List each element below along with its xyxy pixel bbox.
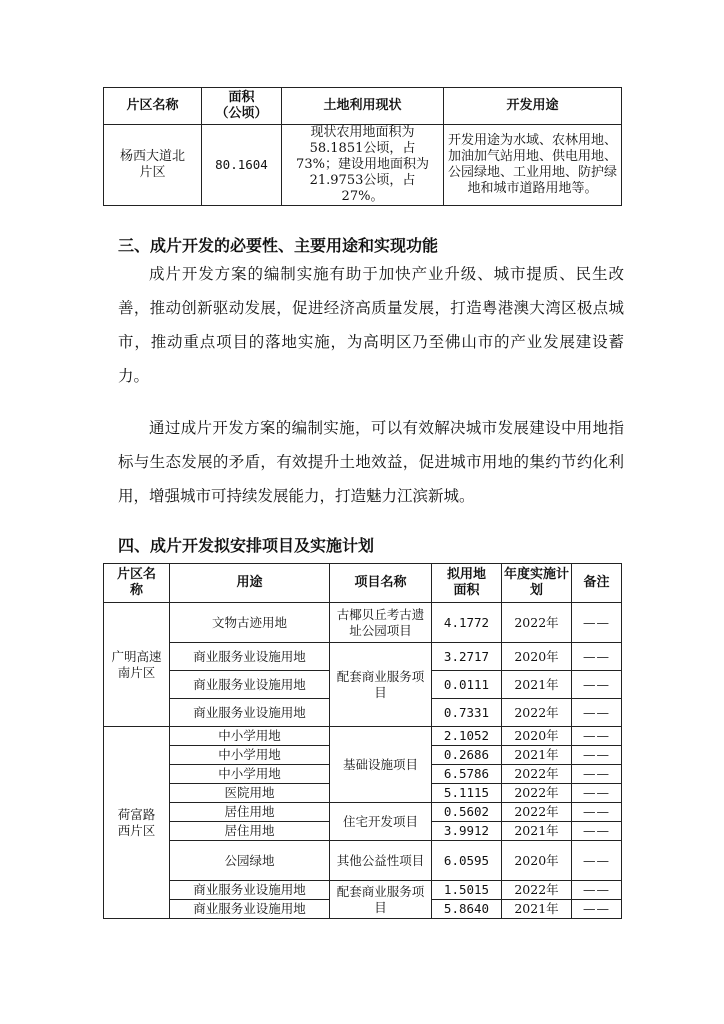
section-3-paragraph-1: 成片开发方案的编制实施有助于加快产业升级、城市提质、民生改善，推动创新驱动发展，促进经济高质量发展，打造粤港澳大湾区极点城市，推动重点项目的落地实施，为高明区乃至佛山市的产业发展建设蓄力。 [118, 265, 624, 385]
size-cell: 0.2686 [432, 746, 502, 765]
section-3-paragraph-2: 通过成片开发方案的编制实施，可以有效解决城市发展建设中用地指标与生态发展的矛盾，有效提升土地效益，促进城市用地的集约节约化利用，增强城市可持续发展能力，打造魅力江滨新城。 [118, 419, 624, 505]
year-cell: 2022年 [502, 784, 572, 803]
project-cell: 住宅开发项目 [330, 803, 432, 841]
size-cell: 3.2717 [432, 643, 502, 671]
note-cell: —— [572, 784, 622, 803]
note-cell: —— [572, 727, 622, 746]
size-cell: 0.0111 [432, 671, 502, 699]
size-cell: 0.5602 [432, 803, 502, 822]
use-cell: 居住用地 [170, 822, 330, 841]
section-3-heading: 三、成片开发的必要性、主要用途和实现功能 [118, 236, 439, 255]
header-land-status: 土地利用现状 [282, 88, 444, 125]
size-cell: 3.9912 [432, 822, 502, 841]
section-4-heading: 四、成片开发拟安排项目及实施计划 [118, 536, 375, 555]
year-cell: 2020年 [502, 643, 572, 671]
size-cell: 6.0595 [432, 841, 502, 881]
use-cell: 商业服务业设施用地 [170, 881, 330, 900]
note-cell: —— [572, 643, 622, 671]
note-cell: —— [572, 822, 622, 841]
size-cell: 4.1772 [432, 603, 502, 643]
project-cell: 配套商业服务项目 [330, 881, 432, 919]
note-cell: —— [572, 803, 622, 822]
use-cell: 商业服务业设施用地 [170, 900, 330, 919]
size-cell: 0.7331 [432, 699, 502, 727]
use-cell: 中小学用地 [170, 746, 330, 765]
area-cell: 荷富路西片区 [104, 727, 170, 919]
header-area: 片区名称 [104, 564, 170, 603]
note-cell: —— [572, 603, 622, 643]
area-cell: 广明高速南片区 [104, 603, 170, 727]
project-cell: 配套商业服务项目 [330, 643, 432, 727]
header-use: 用途 [170, 564, 330, 603]
header-area-name: 片区名称 [104, 88, 202, 125]
size-cell: 1.5015 [432, 881, 502, 900]
year-cell: 2020年 [502, 841, 572, 881]
note-cell: —— [572, 900, 622, 919]
year-cell: 2022年 [502, 803, 572, 822]
project-plan-table [103, 563, 622, 919]
note-cell: —— [572, 765, 622, 784]
year-cell: 2021年 [502, 822, 572, 841]
note-cell: —— [572, 671, 622, 699]
year-cell: 2021年 [502, 900, 572, 919]
header-dev-use: 开发用途 [444, 88, 622, 125]
header-land-size: 拟用地面积 [432, 564, 502, 603]
project-cell: 其他公益性项目 [330, 841, 432, 881]
use-cell: 中小学用地 [170, 765, 330, 784]
header-project: 项目名称 [330, 564, 432, 603]
year-cell: 2022年 [502, 881, 572, 900]
note-cell: —— [572, 746, 622, 765]
use-cell: 中小学用地 [170, 727, 330, 746]
project-cell: 古椰贝丘考古遗址公园项目 [330, 603, 432, 643]
year-cell: 2022年 [502, 603, 572, 643]
year-cell: 2022年 [502, 699, 572, 727]
use-cell: 居住用地 [170, 803, 330, 822]
project-cell: 基础设施项目 [330, 727, 432, 803]
use-cell: 商业服务业设施用地 [170, 671, 330, 699]
year-cell: 2021年 [502, 746, 572, 765]
size-cell: 6.5786 [432, 765, 502, 784]
note-cell: —— [572, 699, 622, 727]
use-cell: 商业服务业设施用地 [170, 643, 330, 671]
land-status-table [103, 87, 622, 206]
header-note: 备注 [572, 564, 622, 603]
note-cell: —— [572, 881, 622, 900]
size-cell: 5.1115 [432, 784, 502, 803]
area-name-cell: 杨西大道北片区 [104, 125, 202, 206]
land-status-cell: 现状农用地面积为58.1851公顷，占73%；建设用地面积为21.9753公顷，占27%。 [282, 125, 444, 206]
use-cell: 商业服务业设施用地 [170, 699, 330, 727]
header-year-plan: 年度实施计划 [502, 564, 572, 603]
use-cell: 公园绿地 [170, 841, 330, 881]
dev-use-cell: 开发用途为水域、农林用地、加油加气站用地、供电用地、公园绿地、工业用地、防护绿地和城市道路用地等。 [444, 125, 622, 206]
year-cell: 2021年 [502, 671, 572, 699]
area-size-cell: 80.1604 [202, 125, 282, 206]
note-cell: —— [572, 841, 622, 881]
use-cell: 文物古迹用地 [170, 603, 330, 643]
use-cell: 医院用地 [170, 784, 330, 803]
year-cell: 2020年 [502, 727, 572, 746]
size-cell: 5.8640 [432, 900, 502, 919]
header-size: 面积 （公顷） [202, 88, 282, 125]
size-cell: 2.1052 [432, 727, 502, 746]
year-cell: 2022年 [502, 765, 572, 784]
